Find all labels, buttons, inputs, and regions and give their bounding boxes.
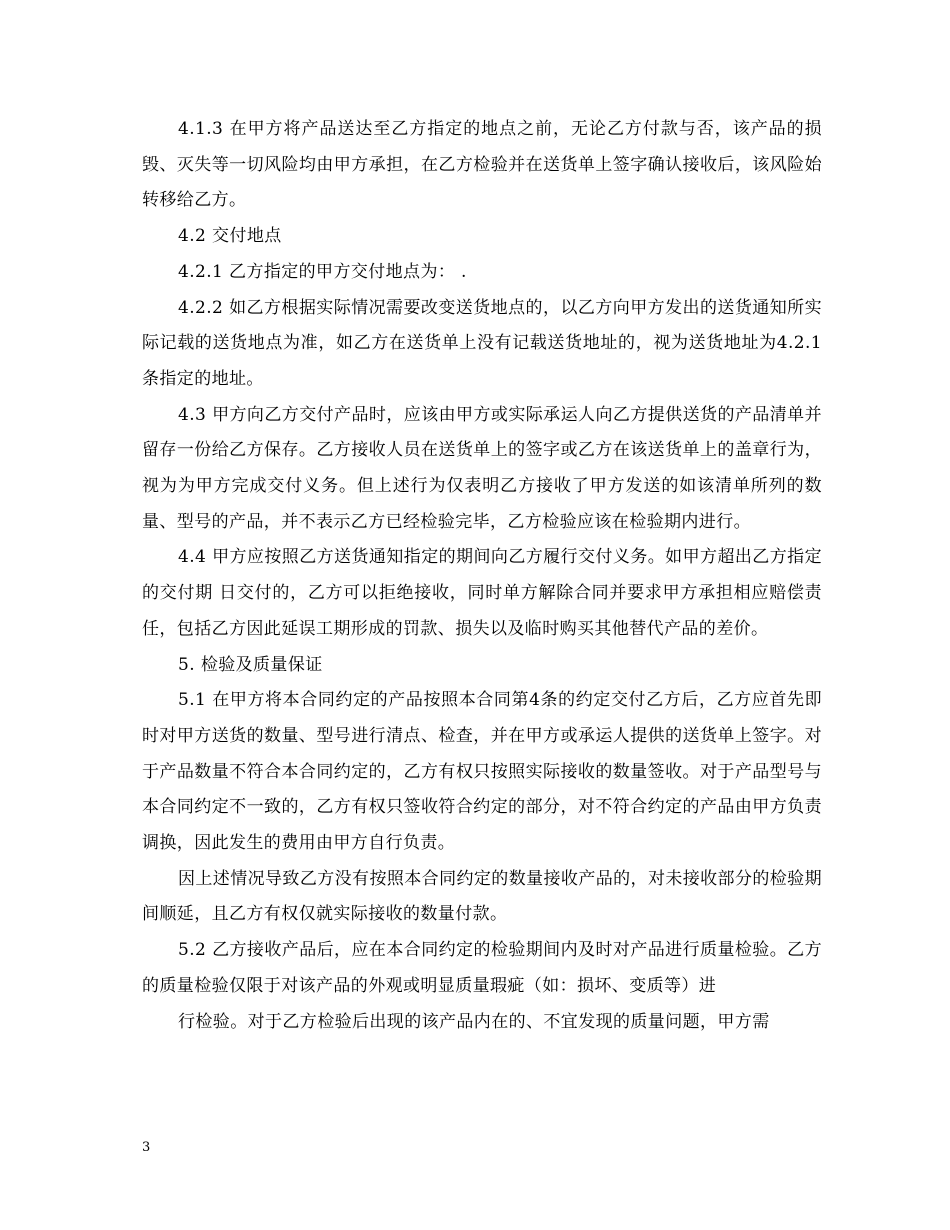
paragraph: 5.1 在甲方将本合同约定的产品按照本合同第4条的约定交付乙方后，乙方应首先即时对甲方送货的数量、型号进行清点、检查，并在甲方或承运人提供的送货单上签字。对于产品数量不符合本合同约定的，乙方有权只按照实际接收的数量签收。对于产品型号与本合同约定不一致的，乙方有权只签收符合约定的部分，对不符合约定的产品由甲方负责调换，因此发生的费用由甲方自行负责。 — [142, 690, 822, 854]
paragraph: 5.2 乙方接收产品后，应在本合同约定的检验期间内及时对产品进行质量检验。乙方的质量检验仅限于对该产品的外观或明显质量瑕疵（如：损坏、变质等）进 — [142, 940, 822, 996]
paragraph: 4.2.2 如乙方根据实际情况需要改变送货地点的，以乙方向甲方发出的送货通知所实际记载的送货地点为准，如乙方在送货单上没有记载送货地址的，视为送货地址为4.2.1条指定的地址。 — [142, 297, 822, 389]
paragraph: 行检验。对于乙方检验后出现的该产品内在的、不宜发现的质量问题，甲方需 — [178, 1011, 770, 1032]
section-heading: 4.2 交付地点 — [178, 226, 282, 247]
paragraph: 4.1.3 在甲方将产品送达至乙方指定的地点之前，无论乙方付款与否，该产品的损毁、灭失等一切风险均由甲方承担，在乙方检验并在送货单上签字确认接收后，该风险始转移给乙方。 — [142, 119, 822, 211]
paragraph: 4.3 甲方向乙方交付产品时，应该由甲方或实际承运人向乙方提供送货的产品清单并留存一份给乙方保存。乙方接收人员在送货单上的签字或乙方在该送货单上的盖章行为，视为为甲方完成交付义务。但上述行为仅表明乙方接收了甲方发送的如该清单所列的数量、型号的产品，并不表示乙方已经检验完毕，乙方检验应该在检验期内进行。 — [142, 404, 822, 532]
paragraph: 4.4 甲方应按照乙方送货通知指定的期间向乙方履行交付义务。如甲方超出乙方指定的交付期 日交付的，乙方可以拒绝接收，同时单方解除合同并要求甲方承担相应赔偿责任，包括乙方因此延误工期形成的罚款、损失以及临时购买其他替代产品的差价。 — [142, 547, 822, 639]
page-number: 3 — [142, 1140, 151, 1155]
paragraph: 4.2.1 乙方指定的甲方交付地点为： . — [178, 261, 467, 282]
paragraph: 因上述情况导致乙方没有按照本合同约定的数量接收产品的，对未接收部分的检验期间顺延，且乙方有权仅就实际接收的数量付款。 — [142, 868, 822, 925]
document-body — [142, 112, 822, 1040]
section-heading: 5. 检验及质量保证 — [178, 654, 323, 675]
